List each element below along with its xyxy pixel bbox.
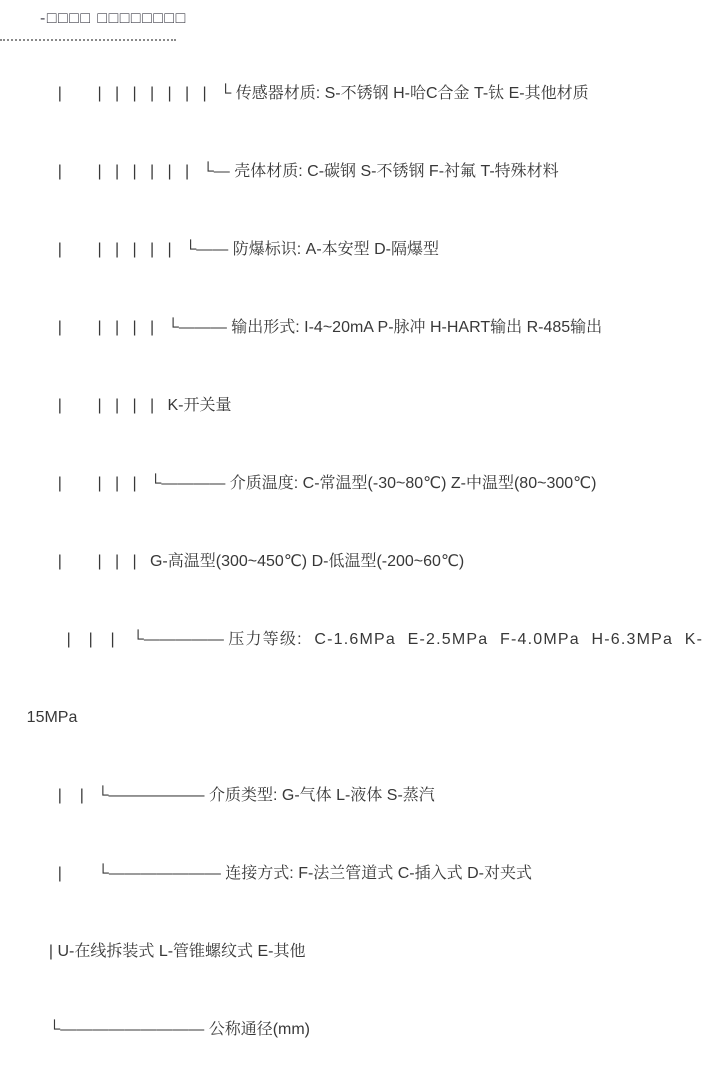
row-label: 介质类型: G-气体 L-液体 S-蒸汽 (209, 787, 435, 804)
row-label: G-高温型(300~450℃) D-低温型(-200~60℃) (149, 553, 465, 570)
model-row-pressure-rating-wrap (0, 679, 684, 757)
model-selection-chart (0, 8, 703, 1069)
model-row-nominal-diameter (0, 991, 684, 1069)
tree-prefix: | | | | | (26, 397, 168, 414)
tree-prefix: | | | | | | └—— (26, 241, 233, 258)
tree-prefix: | | | | | | | | └ (26, 85, 236, 102)
model-row-pressure-rating (0, 601, 703, 679)
tree-prefix: | (26, 943, 58, 960)
tree-prefix: | | └—————— (26, 787, 209, 804)
model-row-output-form (0, 289, 684, 367)
row-label: U-在线拆装式 L-管锥螺纹式 E-其他 (57, 943, 306, 960)
model-row-housing-material (0, 133, 684, 211)
tree-prefix: | └——————— (26, 865, 226, 882)
model-row-connection-type-wrap (0, 913, 684, 991)
model-row-medium-temperature-wrap (0, 523, 684, 601)
row-label: 壳体材质: C-碳钢 S-不锈钢 F-衬氟 T-特殊材料 (234, 163, 559, 180)
row-label: 介质温度: C-常温型(-30~80℃) Z-中温型(80~300℃) (229, 475, 597, 492)
row-label: 传感器材质: S-不锈钢 H-哈C合金 T-钛 E-其他材质 (235, 85, 589, 102)
tree-prefix: | | | | └———— (26, 475, 230, 492)
row-label: 防爆标识: A-本安型 D-隔爆型 (232, 241, 439, 258)
row-label: 连接方式: F-法兰管道式 C-插入式 D-对夹式 (225, 865, 532, 882)
row-label: 15MPa (26, 709, 78, 726)
model-row-medium-type (0, 757, 684, 835)
model-row-explosion-proof-mark (0, 211, 684, 289)
tree-prefix: | | | | | | | └— (26, 163, 235, 180)
tree-prefix: | | | └————— (26, 631, 229, 648)
tree-prefix: | | | | (26, 553, 150, 570)
model-code-header: -□□□□ □□□□□□□□ (40, 10, 187, 27)
model-row-output-form-wrap (0, 367, 684, 445)
row-label: 输出形式: I-4~20mA P-脉冲 H-HART输出 R-485输出 (231, 319, 603, 336)
model-code-legend (0, 55, 703, 1069)
model-row-sensor-material (0, 55, 684, 133)
model-row-connection-type (0, 835, 684, 913)
row-label: K-开关量 (167, 397, 232, 414)
row-label: 压力等级: C-1.6MPa E-2.5MPa F-4.0MPa H-6.3MPa K- (228, 631, 703, 648)
tree-prefix: | | | | | └——— (26, 319, 232, 336)
tree-prefix: └————————— (26, 1021, 209, 1038)
row-label: 公称通径(mm) (208, 1021, 311, 1038)
model-row-medium-temperature (0, 445, 684, 523)
dotted-divider (0, 39, 176, 41)
